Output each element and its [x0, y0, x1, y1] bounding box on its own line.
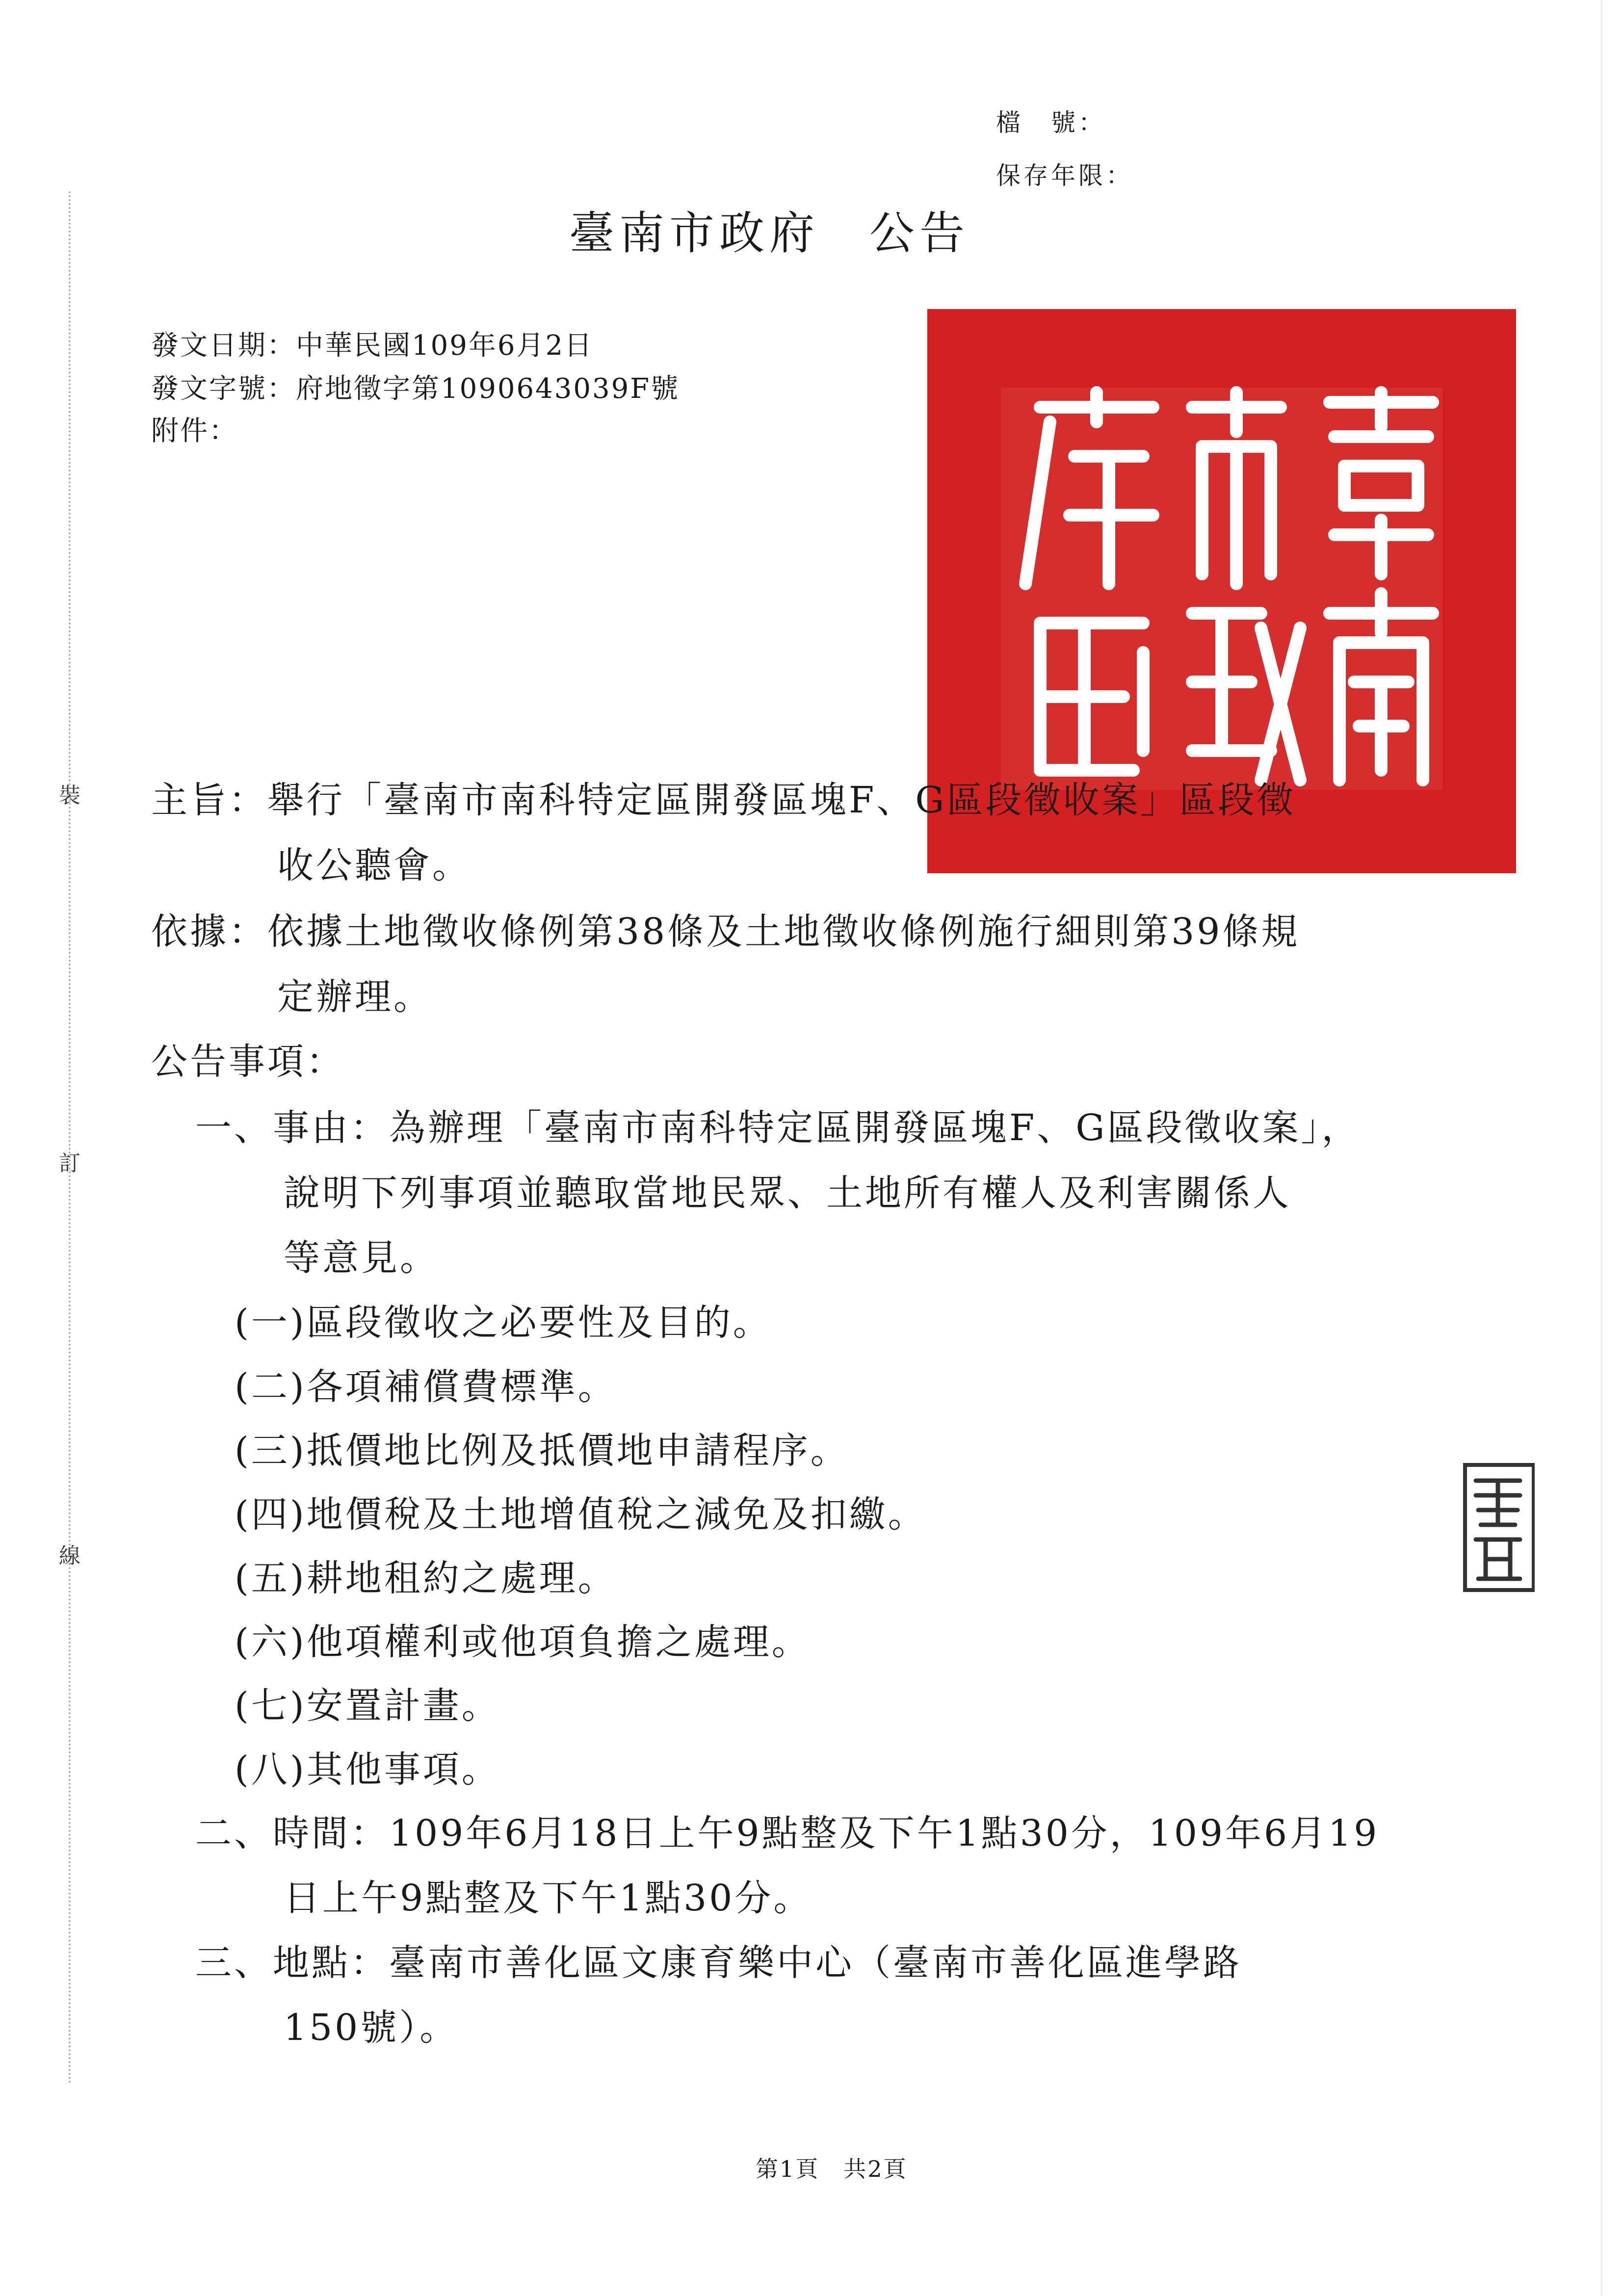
- item-3-line-1: 三、地點：臺南市善化區文康育樂中心（臺南市善化區進學路: [195, 1942, 1242, 1984]
- subject-line-2: 收公聽會。: [277, 844, 471, 887]
- margin-char-staple: 訂: [59, 1151, 80, 1176]
- page-edge-line: [1600, 0, 1602, 2296]
- attachment-label: 附件：: [151, 415, 238, 447]
- margin-char-bind: 裝: [59, 783, 80, 808]
- page-number: 第1頁 共2頁: [756, 2156, 908, 2182]
- sub-item-2: (二)各項補償費標準。: [235, 1366, 617, 1408]
- item-1-line-1: 一、事由：為辦理「臺南市南科特定區開發區塊F、G區段徵收案」，: [195, 1107, 1361, 1149]
- margin-char-line: 線: [59, 1543, 80, 1568]
- issue-date: 發文日期：中華民國109年6月2日: [151, 330, 594, 362]
- basis-line-1: 依據：依據土地徵收條例第38條及土地徵收條例施行細則第39條規: [151, 911, 1300, 953]
- sub-item-8: (八)其他事項。: [235, 1748, 500, 1791]
- subject-line-1: 主旨：舉行「臺南市南科特定區開發區塊F、G區段徵收案」區段徵: [151, 779, 1296, 821]
- item-2-line-2: 日上午9點整及下午1點30分。: [284, 1877, 812, 1919]
- sub-item-6: (六)他項權利或他項負擔之處理。: [235, 1621, 811, 1663]
- sub-item-3: (三)抵價地比例及抵價地申請程序。: [235, 1430, 849, 1472]
- item-1-line-2: 說明下列事項並聽取當地民眾、土地所有權人及利害關係人: [284, 1172, 1291, 1214]
- file-number-label: 檔 號：: [996, 108, 1106, 137]
- sub-item-1: (一)區段徵收之必要性及目的。: [235, 1302, 772, 1344]
- seam-stamp: [1461, 1461, 1535, 1593]
- items-heading: 公告事項：: [151, 1041, 345, 1083]
- page-title: 臺南市政府 公告: [569, 207, 970, 260]
- sub-item-5: (五)耕地租約之處理。: [235, 1557, 617, 1599]
- item-3-line-2: 150號）。: [284, 2007, 459, 2049]
- binding-dotted-line: [69, 191, 71, 2085]
- item-2-line-1: 二、時間：109年6月18日上午9點整及下午1點30分，109年6月19: [195, 1812, 1380, 1854]
- sub-item-4: (四)地價稅及土地增值稅之減免及扣繳。: [235, 1493, 927, 1536]
- document-number: 發文字號：府地徵字第1090643039F號: [151, 373, 680, 405]
- retention-label: 保存年限：: [996, 161, 1133, 190]
- item-1-line-3: 等意見。: [284, 1237, 439, 1279]
- sub-item-7: (七)安置計畫。: [235, 1685, 500, 1727]
- basis-line-2: 定辦理。: [277, 976, 432, 1018]
